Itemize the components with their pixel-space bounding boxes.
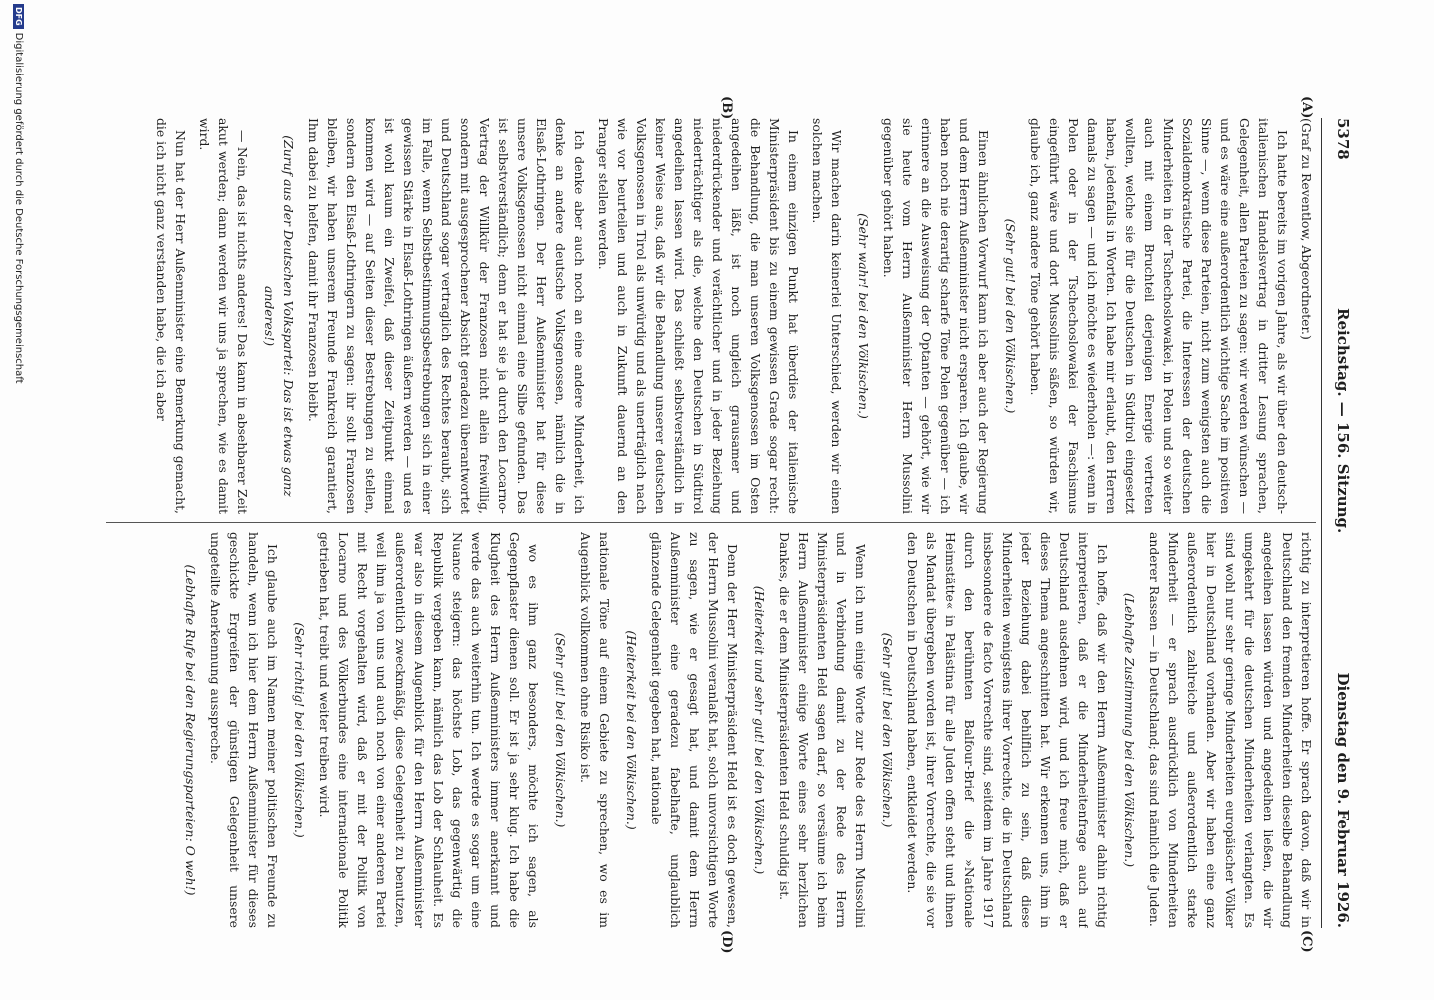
margin-mark-b: (B) <box>719 96 734 120</box>
margin-mark-c: (C) <box>1299 930 1314 953</box>
interjection: (Sehr gut! bei den Völkischen.) <box>1003 218 1018 414</box>
paragraph: In einem einzigen Punkt hat überdies der italienische Ministerpräsident bis zu einem gewissen Grade sogar recht: die Behandlung, die man unseren Volksgenossen im Osten angedeihen läßt, ist noch ungleich grausamer und niederdrückender und verächtlicher und in jeder Beziehung niederträchtiger als die, welche den Deutschen in Südtirol angedeihen lassen wird. Das schließt selbstverständlich in keiner Weise aus, daß wir die Behandlung unserer deutschen Volksgenossen in Tirol als unwürdig und als unerträglich nach wie vor beurteilen und auch in Zukunft dauernd an den Pranger stellen werden. <box>596 118 801 514</box>
margin-mark-a: (A) <box>1299 96 1314 119</box>
paragraph: Denn der Herr Ministerpräsident Held ist es doch gewesen, der Herrn Mussolini veranlaßt hat, solch unvorsichtigen Worte zu sagen, wie er gesagt hat, und damit dem Herrn Außenminister eine geradezu fabelhafte, unglaublich glänzende Gelegenheit gegeben hat, nationale <box>649 532 740 928</box>
page-header <box>1328 118 1358 928</box>
paragraph: Wenn ich nun einige Worte zur Rede des Herrn Mussolini und in Verbindung damit zu der Rede des Herrn Ministerpräsidenten Held sagen darf, so versäume ich beim Herrn Außenminister einige Worte eines sehr herzlichen Dankes, die er dem Ministerpräsidenten Held schuldig ist. <box>777 532 868 928</box>
interjection: (Lebhafte Rufe bei den Regierungsparteien: O weh!) <box>183 564 198 896</box>
session-date: Dienstag den 9. Februar 1926. <box>1334 672 1352 928</box>
paragraph: Ich hoffe, daß wir den Herrn Außenminister dahin richtig interpretieren, daß er die Minderheitenfrage auch auf Deutschland ausdehnen wird, und ich freue mich, daß er dieses Thema angeschnitten hat. Wir erkennen uns, ihm in jeder Beziehung dabei behilflich zu sein, daß diese Minderheiten wenigstens ihrer Vorrechte, die in Deutschland insbesondere de facto Vorrechte sind, seitdem im Jahre 1917 durch den berühmten Balfour-Brief die »Nationale Heimstätte« in Palästina für alle Juden offen steht und ihnen als Mandat übergeben worden ist, ihrer Vorrechte, die sie vor den Deutschen in Deutschland haben, entkleidet werden. <box>905 532 1110 928</box>
interjection: (Sehr wahr! bei den Völkischen.) <box>856 213 871 419</box>
paragraph: Wir machen darin keinerlei Unterschied, werden wir einen solchen machen. <box>810 118 844 514</box>
paragraph: — Nein, das ist nichts anderes! Das kann in absehbarer Zeit akut werden; dann werden wir uns ja sprechen, wie es damit wird. <box>197 118 250 514</box>
interjection: (Lebhafte Zustimmung bei den Völkischen.) <box>1122 592 1137 868</box>
credit-text: Digitalisierung gefördert durch die Deutsche Forschungsgemeinschaft <box>13 32 24 384</box>
paragraph: wo es ihm ganz besonders, möchte ich sagen, als Gegenpflaster dienen soll. Er ist ja sehr klug. Ich habe die Klugheit des Herrn Außenministers immer anerkannt und werde das auch weiterhin tun. Ich werde es sogar um eine Nuance steigern: das höchste Lob, das gegenwärtig die Republik vergeben kann, nämlich das Lob der Schlauheit. Es war also in diesem Augenblick für den Herrn Außenminister außerordentlich zweckmäßig, diese Gelegenheit zu benutzen, weil ihm ja von uns und auch noch von einer anderen Partei mit Recht vorgehalten wird, daß er mit der Politik von Locarno und des Völkerbundes eine internationale Politik getrieben hat, treibt und weiter treiben wird. <box>317 532 541 928</box>
interjection: (Heiterkeit bei den Völkischen.) <box>624 630 639 830</box>
header-rule <box>1321 118 1322 928</box>
interjection: (Sehr gut! bei den Völkischen.) <box>880 632 895 828</box>
margin-mark-d: (D) <box>719 930 734 954</box>
paragraph: Ich denke aber auch noch an eine andere Minderheit, ich denke an andere deutsche Volksgenossen, nämlich die in Elsaß-Lothringen. Der Herr Außenminister hat für diese unsere Volksgenossen nicht einmal eine Silbe gefunden. Das ist selbstverständlich; denn er hat sie ja durch den Locarno-Vertrag der Willkür der Franzosen nicht allein freiwillig, sondern mit ausgesprochener Absicht geradezu überantwortet und Deutschland sogar vertraglich des Rechtes beraubt, sich im Falle, wenn Selbstbestimmungsbestrebungen sich in einer gewissen Stärke in Elsaß-Lothringen äußern werden — und es ist wohl kaum ein Zweifel, daß dieser Zeitpunkt einmal kommen wird — auf Seiten dieser Bestrebungen zu stellen, sondern den Elsaß-Lothringern zu sagen: ihr sollt Franzosen bleiben, wir haben unserem Freunde Frankreich garantiert, Ihm dabei zu helfen, damit ihr Franzosen bleibt. <box>306 118 587 514</box>
paragraph: Einen ähnlichen Vorwurf kann ich aber auch der Regierung und dem Herrn Außenminister nicht ersparen. Ich glaube, wir haben noch nie derartig scharfe Töne Polen gegenüber — ich erinnere an die Ausweisung der Optanten — gehört, wie wir sie heute vom Herrn Außenminister Herrn Mussolini gegenüber gehört haben. <box>881 118 991 514</box>
interjection: (Sehr gut! bei den Völkischen.) <box>553 632 568 828</box>
interjection: (Sehr richtig! bei den Völkischen.) <box>292 622 307 838</box>
interjection: (Heiterkeit und sehr gut! bei den Völkischen.) <box>752 585 767 875</box>
paragraph: Ich hatte bereits im vorigen Jahre, als wir über den deutsch-italienischen Handelsvertrag in dritter Lesung sprachen, Gelegenheit, allen Parteien zu sagen: wir werden wünschen — und es wäre eine außerordentlich wichtige Sache im positiven Sinne —, wenn diese Parteien, nicht zum wenigsten auch die Sozialdemokratische Partei, die Interessen der deutschen Minderheiten in der Tschechoslowakei, in Polen und so weiter auch mit einem Bruchteil derjenigen Energie vertreten wollten, welche sie für die Deutschen in Südtirol eingesetzt haben, jedenfalls in Worten. Ich habe mir erlaubt, den Herren damals zu sagen — und ich möchte es wiederholen —: wenn in Polen oder in der Tschechoslowakei der Faschismus eingeführt wäre und dort Mussolinis säßen, so würden wir, glaube ich, ganz andere Töne gehört haben. <box>1028 118 1290 514</box>
column-divider <box>106 522 1316 523</box>
digitization-credit <box>13 4 24 994</box>
dfg-logo: DFG <box>13 4 24 29</box>
paragraph: nationale Töne auf einem Gebiete zu sprechen, wo es im Augenblick vollkommen ohne Risiko ist. <box>578 532 612 928</box>
paragraph: Nun hat der Herr Außenminister eine Bemerkung gemacht, die ich nicht ganz verstanden habe, die ich aber <box>154 118 188 514</box>
right-text-column <box>106 532 1316 928</box>
interjection: (Zuruf aus der Deutschen Volkspartei: Das ist etwas ganz anderes!) <box>262 135 296 497</box>
session-title: Reichstag. — 156. Sitzung. <box>1334 308 1352 534</box>
paragraph: Ich glaube auch im Namen meiner politischen Freunde zu handeln, wenn ich hier dem Herrn Außenminister für dieses geschickte Ergreifen der günstigen Gelegenheit unsere ungeteilte Anerkennung ausspreche. <box>208 532 280 928</box>
page-number: 5378 <box>1334 118 1352 160</box>
paragraph: richtig zu interpretieren hoffe. Er sprach davon, daß wir in Deutschland den fremden Minderheiten dieselbe Behandlung angedeihen lassen würden und angedeihen ließen, die wir umgekehrt für die deutschen Minderheiten verlangten. Es sind wohl nur sehr geringe Minderheiten europäischer Völker hier in Deutschland vorhanden. Aber wir haben eine ganz außerordentlich zahlreiche und außerordentlich starke Minderheit — er sprach ausdrücklich von Minderheiten anderer Rassen — in Deutschland; das sind nämlich die Juden. <box>1147 532 1314 928</box>
left-text-column <box>106 118 1316 514</box>
paragraph: (Graf zu Reventlow, Abgeordneter.) <box>1299 118 1314 340</box>
